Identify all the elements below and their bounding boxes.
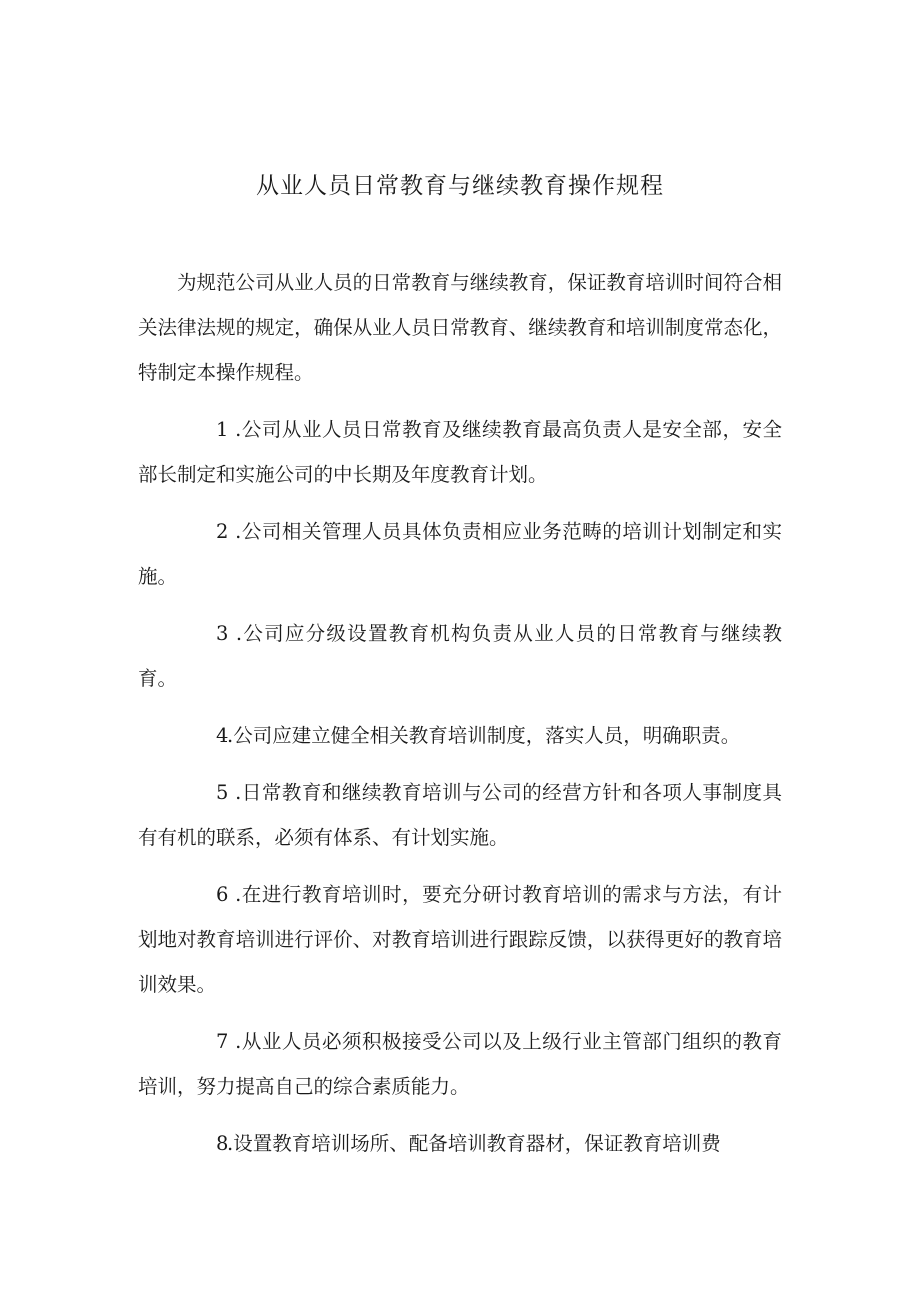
item-number: 7 xyxy=(216,1030,229,1053)
item-number: 3 xyxy=(216,622,229,645)
list-item-5 xyxy=(138,770,782,860)
list-item-6 xyxy=(138,872,782,1007)
item-number: 6 xyxy=(216,883,229,906)
list-item-1 xyxy=(138,407,782,497)
document-title: 从业人员日常教育与继续教育操作规程 xyxy=(256,173,664,199)
list-item-4 xyxy=(138,713,782,758)
intro-paragraph: 为规范公司从业人员的日常教育与继续教育，保证教育培训时间符合相关法律法规的规定，确保从业人员日常教育、继续教育和培训制度常态化，特制定本操作规程。 xyxy=(138,271,782,384)
item-text: .从业人员必须积极接受公司以及上级行业主管部门组织的教育培训，努力提高自己的综合素质能力。 xyxy=(138,1030,783,1098)
list-item-3 xyxy=(138,611,782,701)
item-text: .公司相关管理人员具体负责相应业务范畴的培训计划制定和实施。 xyxy=(138,520,783,588)
list-item-7 xyxy=(138,1019,782,1109)
item-number: 1 xyxy=(216,418,229,441)
item-text: .在进行教育培训时，要充分研讨教育培训的需求与方法，有计划地对教育培训进行评价、对教育培训进行跟踪反馈，以获得更好的教育培训效果。 xyxy=(138,883,783,996)
item-number: 5 xyxy=(216,781,229,804)
document-body xyxy=(138,260,782,1178)
item-text: .公司应建立健全相关教育培训制度，落实人员，明确职责。 xyxy=(227,724,741,747)
item-text: .设置教育培训场所、配备培训教育器材，保证教育培训费 xyxy=(227,1132,721,1155)
item-number: 8 xyxy=(216,1132,229,1155)
item-text: .公司应分级设置教育机构负责从业人员的日常教育与继续教育。 xyxy=(138,622,782,690)
list-item-2 xyxy=(138,509,782,599)
item-number: 2 xyxy=(216,520,229,543)
item-text: .公司从业人员日常教育及继续教育最高负责人是安全部，安全部长制定和实施公司的中长期及年度教育计划。 xyxy=(138,418,783,486)
item-text: .日常教育和继续教育培训与公司的经营方针和各项人事制度具有有机的联系，必须有体系、有计划实施。 xyxy=(138,781,783,849)
list-item-8 xyxy=(138,1121,782,1166)
item-number: 4 xyxy=(216,724,229,747)
